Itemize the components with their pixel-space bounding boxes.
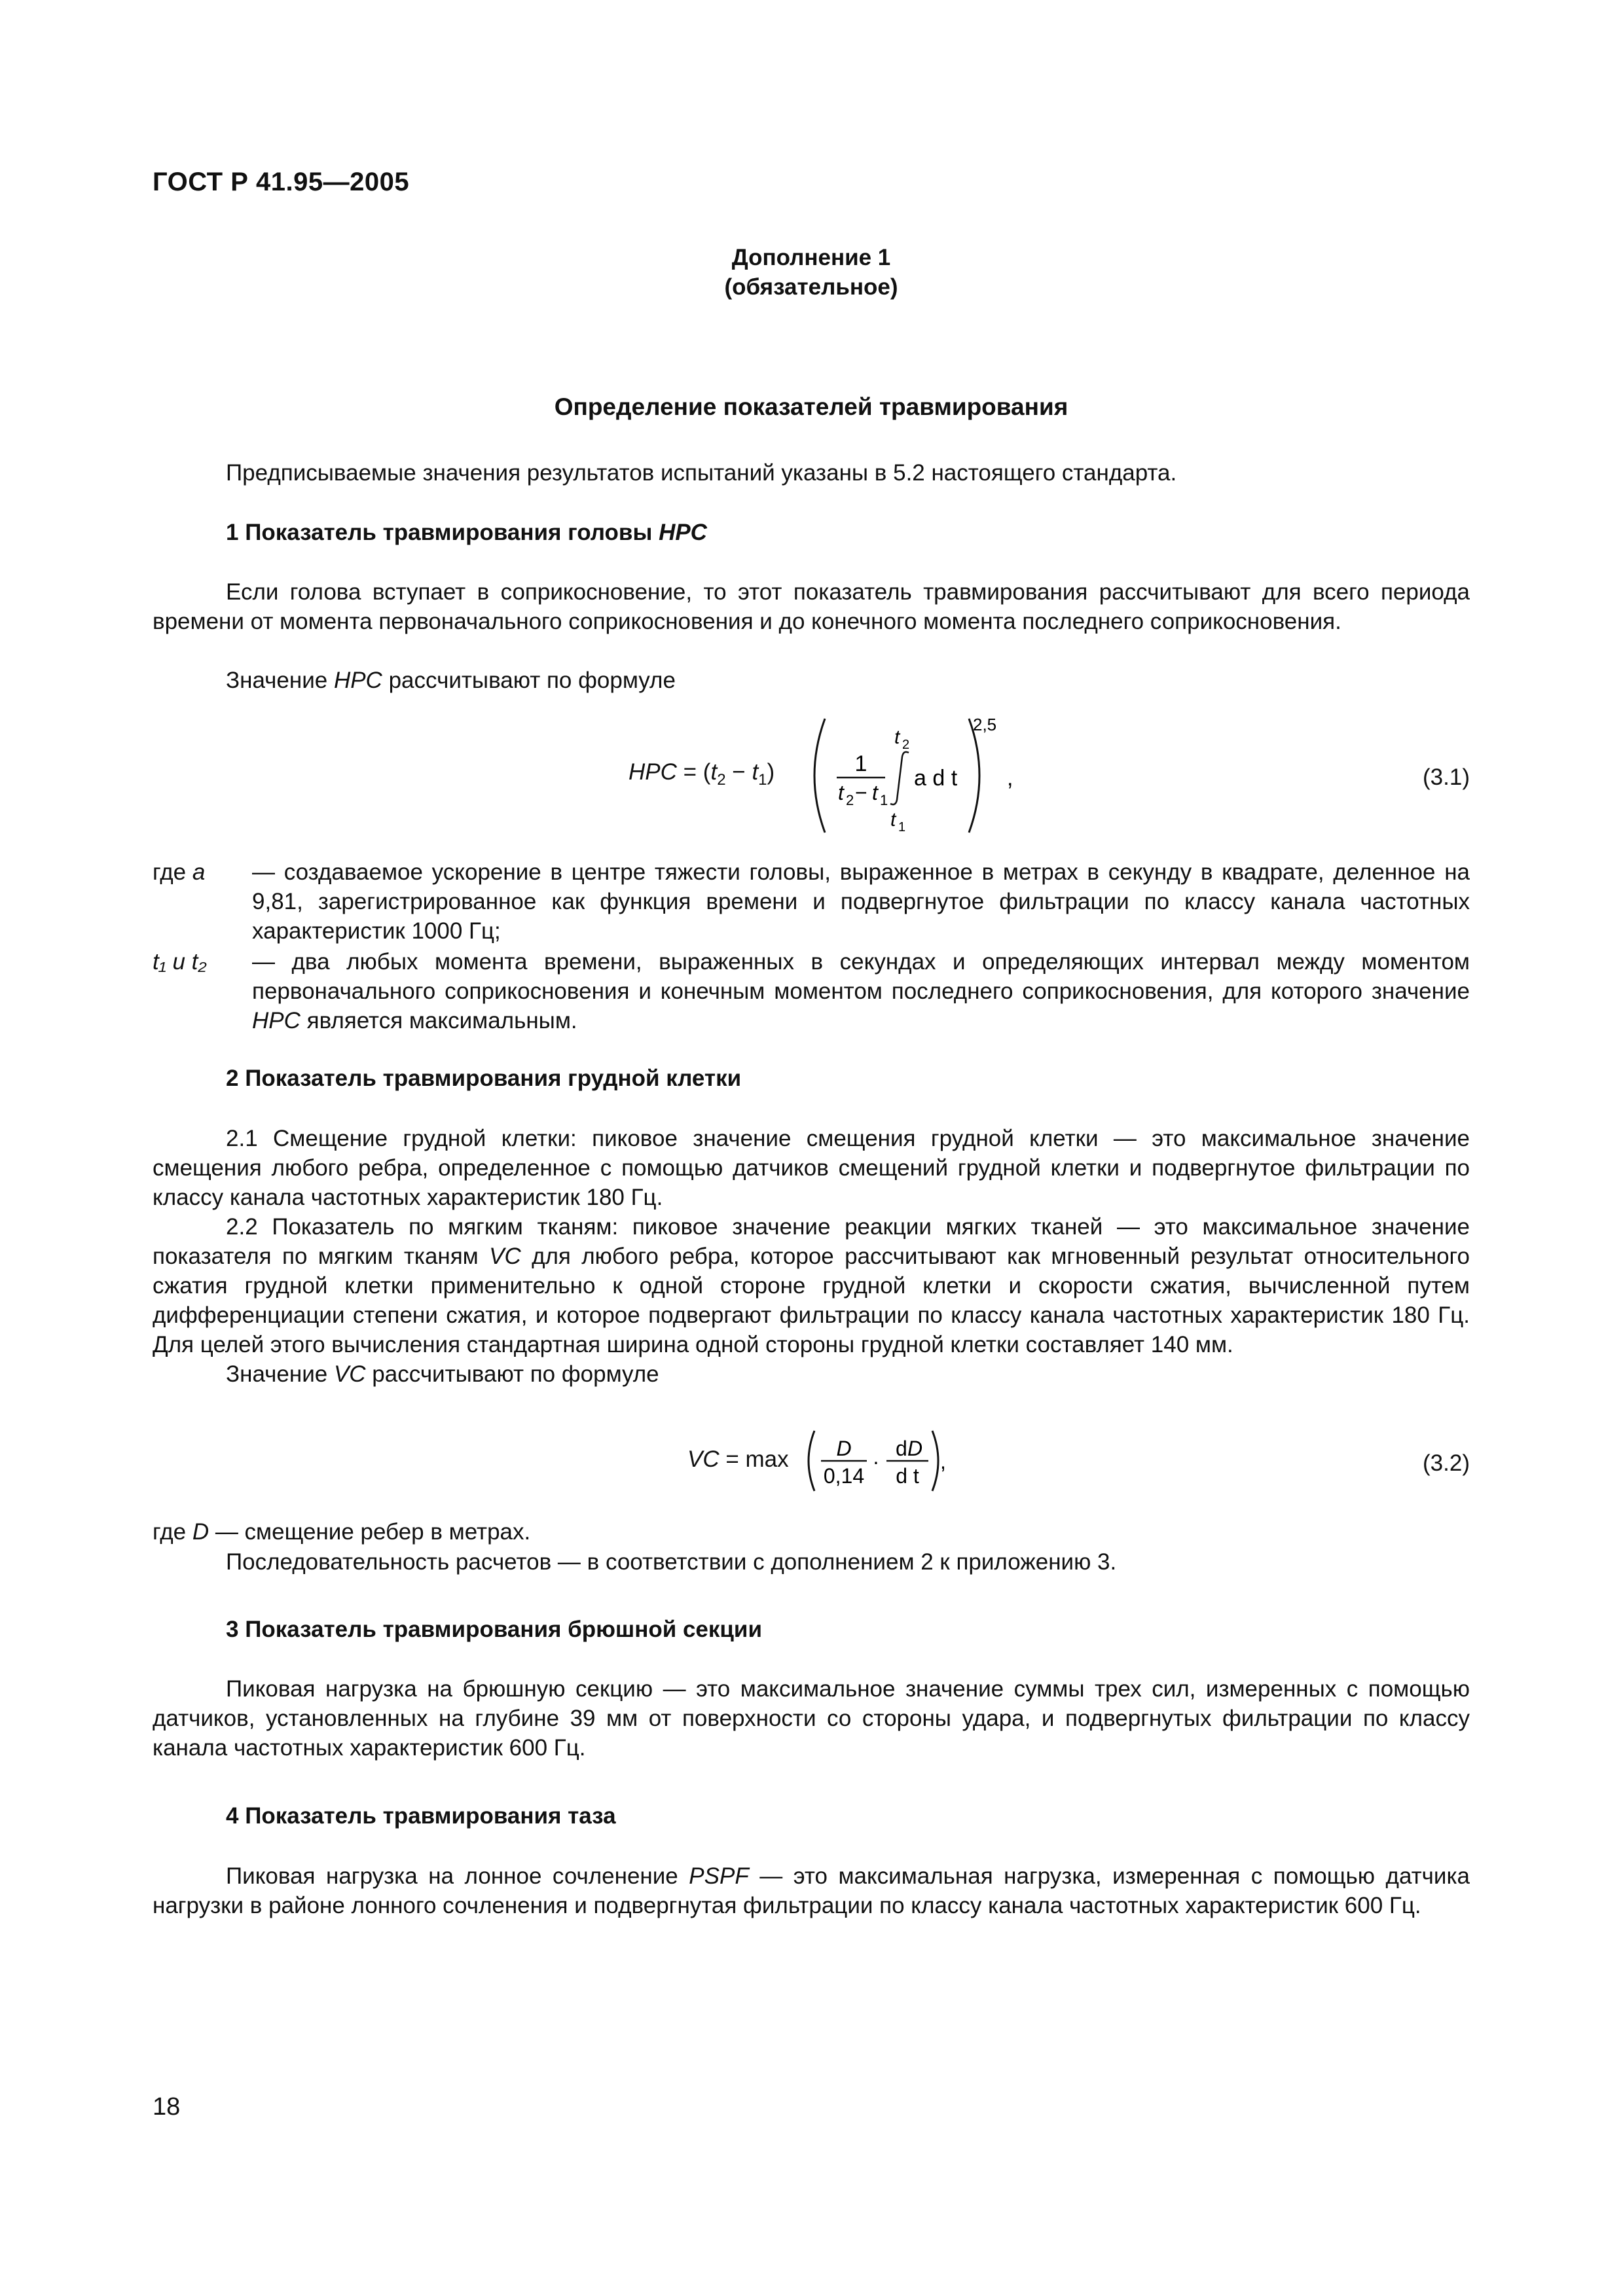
vc-intro-em: VC [333, 1361, 366, 1387]
vc-left-paren [809, 1431, 814, 1491]
equation-comma: , [1007, 766, 1013, 791]
frac-den-t1: t [872, 781, 878, 804]
where-list-hpc [153, 857, 1470, 1035]
formula-intro-pre: Значение [226, 668, 334, 693]
where-symbol-t: t₁ и t₂ [153, 949, 207, 975]
where-def-t-text: — два любых момента времени, выраженных в секундах и определяющих интервал между моментом первоначального соприкосновения и конечным моментом последнего соприкосновения, для которого значение [252, 949, 1470, 1004]
eq-t2-sub: 2 [717, 771, 726, 789]
vc-right-paren [932, 1431, 938, 1491]
big-right-paren [969, 719, 979, 833]
eq-hpc-equals: = ( [676, 759, 711, 785]
where-def-t-post: является максимальным. [300, 1008, 577, 1033]
standard-header: ГОСТ Р 41.95—2005 [153, 168, 410, 196]
where-d-symbol: D [192, 1519, 210, 1545]
page-number: 18 [153, 2093, 181, 2121]
section-1-paragraph: Если голова вступает в соприкосновение, то этот показатель травмирования рассчитывают для всего периода времени от момента первоначального соприкосновения и до конечного момента последнего соприкосновения. [153, 579, 1470, 634]
eq-close-paren: ) [767, 759, 775, 785]
equation-vc-lhs [687, 1446, 789, 1473]
section-2-formula-intro [153, 1359, 1470, 1389]
integral-sign [890, 752, 909, 804]
s4-pre: Пиковая нагрузка на лонное сочленение [226, 1863, 689, 1889]
intro-paragraph: Предписываемые значения результатов испытаний указаны в 5.2 настоящего стандарта. [226, 460, 1177, 486]
section-2-1-paragraph: 2.1 Смещение грудной клетки: пиковое значение смещения грудной клетки — это максимальное значение смещения любого ребра, определенное с помощью датчиков смещений грудной клетки и подвергнутое фильтрации по классу канала частотных характеристик 180 Гц. [153, 1126, 1470, 1210]
p22-vc: VC [489, 1244, 521, 1269]
vc-frac1-den: 0,14 [823, 1464, 865, 1488]
where-def-t-hpc: HPC [252, 1008, 301, 1033]
equation-number-3-2: (3.2) [1423, 1450, 1470, 1476]
s4-pspf: PSPF [689, 1863, 749, 1889]
p22-post: для любого ребра, которое рассчитывают как мгновенный результат относительного сжатия грудной клетки применительно к одной стороне грудной клетки и скорости сжатия, вычисленной путем дифференциации степени сжатия, и которое подвергают фильтрации по классу канала частотных характеристик 180 Гц. Для целей этого вычисления стандартная ширина одной стороны грудной клетки составляет 140 мм. [153, 1244, 1470, 1357]
where-d-pre: где [153, 1519, 192, 1545]
calc-sequence: Последовательность расчетов — в соответствии с дополнением 2 к приложению 3. [226, 1549, 1117, 1575]
where-term-a [153, 857, 252, 946]
eq-hpc-label: HPC [629, 759, 677, 785]
vc-intro-post: рассчитывают по формуле [365, 1361, 659, 1387]
big-left-paren [814, 719, 825, 833]
where-prefix: где [153, 859, 192, 885]
section-4-paragraph [153, 1861, 1470, 1920]
where-term-t [153, 947, 252, 1035]
formula-intro-hpc: HPC [333, 668, 382, 693]
frac-den-sub2: 2 [846, 792, 854, 808]
where-item-a [153, 857, 1470, 946]
equation-hpc-body [799, 713, 1048, 838]
section-1-heading [226, 520, 707, 546]
frac-den-sub1: 1 [880, 792, 888, 808]
eq-t1: t [752, 759, 759, 785]
vc-comma: , [940, 1450, 946, 1473]
eq-t2: t [710, 759, 718, 785]
vc-intro-pre: Значение [226, 1361, 334, 1387]
section-3-paragraph: Пиковая нагрузка на брюшную секцию — это максимальное значение суммы трех сил, измеренных с помощью датчиков, установленных на глубине 39 мм от поверхности со стороны удара, и подвергнутых фильтрации по классу канала частотных характеристик 600 Гц. [153, 1676, 1470, 1761]
frac-numerator: 1 [854, 751, 867, 776]
where-d-post: — смещение ребер в метрах. [209, 1519, 531, 1545]
equation-number-3-1: (3.1) [1423, 764, 1470, 790]
supplement-title: Дополнение 1 [731, 245, 891, 270]
p22-pre: 2.2 Показатель по мягким тканям: пиковое значение реакции мягких тканей — это максимальное значение показателя по мягким тканям [153, 1214, 1470, 1269]
section-4-heading: 4 Показатель травмирования таза [226, 1803, 616, 1829]
section-2-heading: 2 Показатель травмирования грудной клетки [226, 1066, 742, 1091]
exponent: 2,5 [973, 715, 997, 734]
eq-vc-label: VC [687, 1446, 720, 1472]
eq-minus: − [725, 759, 752, 785]
formula-intro-post: рассчитывают по формуле [382, 668, 676, 693]
eq-vc-max: = max [719, 1446, 789, 1472]
vc-frac1-num: D [836, 1437, 852, 1460]
frac-den-t2: t [838, 781, 844, 804]
vc-frac2-num-d: d [896, 1437, 907, 1460]
where-item-t [153, 947, 1470, 1035]
section-1-heading-text: 1 Показатель травмирования головы [226, 520, 659, 545]
integrand: a d t [914, 766, 958, 791]
section-2-2-paragraph [153, 1212, 1470, 1359]
vc-frac2-num-D: D [907, 1437, 923, 1460]
eq-t1-sub: 1 [758, 771, 767, 789]
equation-vc-body [800, 1427, 957, 1499]
where-def-a: — создаваемое ускорение в центре тяжести головы, выраженное в метрах в секунду в квадрате, деленное на 9,81, зарегистрированное как функция времени и подвергнутое фильтрации по классу канала частотных характеристик 1000 Гц; [252, 859, 1470, 944]
section-1-heading-hpc: HPC [659, 520, 707, 545]
where-d [153, 1517, 1470, 1547]
where-symbol-a: a [192, 859, 206, 885]
integral-lower-t: t [890, 809, 896, 831]
integral-upper-t: t [894, 726, 900, 748]
vc-frac2-den: d t [896, 1464, 919, 1488]
integral-upper-sub: 2 [902, 738, 910, 752]
section-1-formula-intro [153, 666, 1470, 695]
section-3-heading: 3 Показатель травмирования брюшной секции [226, 1617, 762, 1642]
frac-den-minus: − [855, 781, 867, 804]
s4-post: — это максимальная нагрузка, измеренная с помощью датчика нагрузки в районе лонного сочленения и подвергнутая фильтрации по классу канала частотных характеристик 600 Гц. [153, 1863, 1470, 1918]
equation-hpc-lhs [629, 759, 775, 789]
vc-dot: · [872, 1450, 880, 1473]
where-def-t [252, 947, 1470, 1035]
supplement-status: (обязательное) [724, 274, 898, 300]
section-title: Определение показателей травмирования [554, 393, 1068, 420]
integral-lower-sub: 1 [898, 820, 906, 834]
